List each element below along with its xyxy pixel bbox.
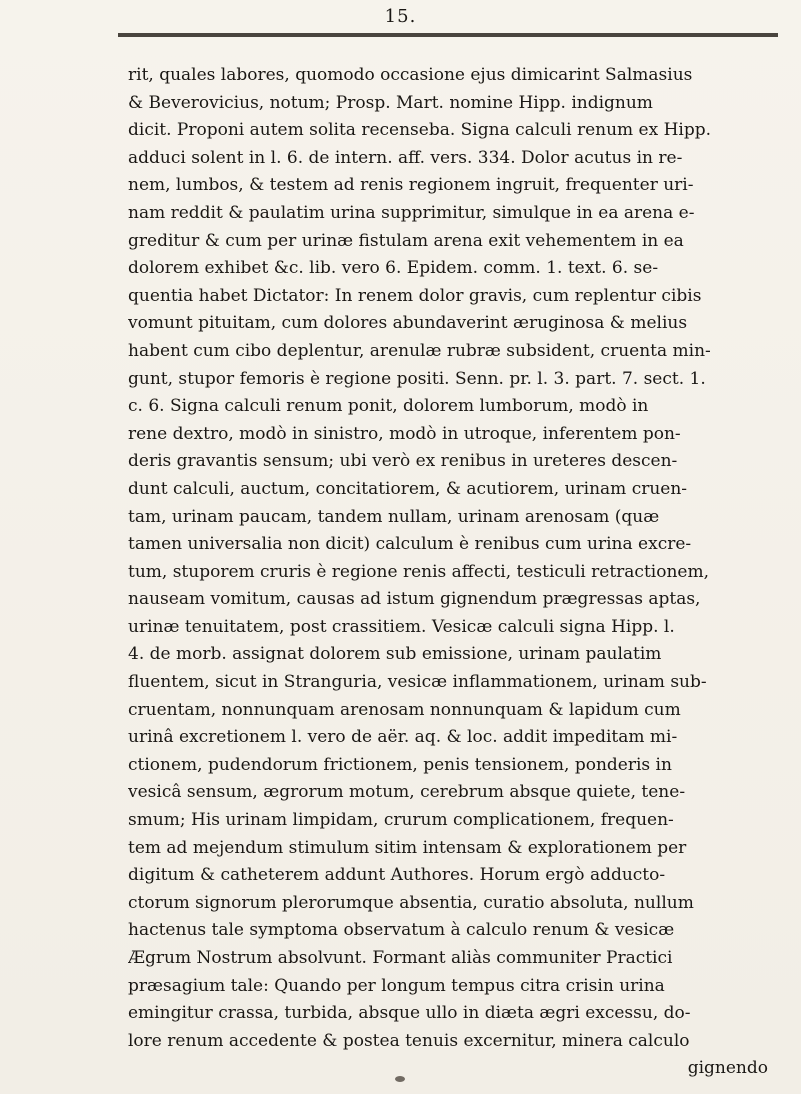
text-line: lore renum accedente & postea tenuis excernitur, minera calculo — [128, 1030, 690, 1051]
text-line: urinæ tenuitatem, post crassitiem. Vesicæ calculi signa Hipp. l. — [128, 616, 675, 637]
text-line: emingitur crassa, turbida, absque ullo in diæta ægri excessu, do- — [128, 1003, 691, 1024]
text-line: nem, lumbos, & testem ad renis regionem ingruit, frequenter uri- — [128, 175, 694, 196]
text-line: ctorum signorum plerorumque absentia, curatio absoluta, nullum — [128, 892, 694, 913]
text-line: vomunt pituitam, cum dolores abundaverint æruginosa & melius — [128, 313, 688, 334]
text-line: dunt calculi, auctum, concitatiorem, & acutiorem, urinam cruen- — [128, 478, 688, 499]
text-line: urinâ excretionem l. vero de aër. aq. & loc. addit impeditam mi- — [128, 727, 678, 748]
text-line: c. 6. Signa calculi renum ponit, dolorem lumborum, modò in — [128, 396, 649, 417]
text-line: dicit. Proponi autem solita recenseba. Signa calculi renum ex Hipp. — [128, 120, 712, 141]
ink-spot — [395, 1076, 405, 1082]
text-line: dolorem exhibet &c. lib. vero 6. Epidem. comm. 1. text. 6. se- — [128, 258, 659, 279]
text-line: gunt, stupor femoris è regione positi. Senn. pr. l. 3. part. 7. sect. 1. — [128, 368, 706, 389]
header-rule — [118, 33, 778, 37]
text-line: rene dextro, modò in sinistro, modò in utroque, inferentem pon- — [128, 423, 681, 444]
text-line: 4. de morb. assignat dolorem sub emissione, urinam paulatim — [128, 644, 662, 665]
text-line: Ægrum Nostrum absolvunt. Formant aliàs communiter Practici — [128, 948, 673, 968]
text-line: vesicâ sensum, ægrorum motum, cerebrum absque quiete, tene- — [128, 782, 686, 803]
text-line: habent cum cibo deplentur, arenulæ rubræ subsident, cruenta min- — [128, 340, 711, 361]
text-line: & Beverovicius, notum; Prosp. Mart. nomine Hipp. indignum — [128, 92, 653, 113]
text-line: tam, urinam paucam, tandem nullam, urinam arenosam (quæ — [128, 506, 660, 527]
text-line: digitum & catheterem addunt Authores. Horum ergò adducto- — [128, 865, 666, 886]
text-line: cruentam, nonnunquam arenosam nonnunquam & lapidum cum — [128, 699, 681, 720]
page-number: 15. — [384, 6, 417, 27]
text-line: deris gravantis sensum; ubi verò ex renibus in ureteres descen- — [128, 451, 678, 472]
text-line: greditur & cum per urinæ fistulam arena exit vehementem in ea — [128, 230, 684, 251]
text-line: fluentem, sicut in Stranguria, vesicæ inflammationem, urinam sub- — [128, 672, 707, 693]
catchword: gignendo — [687, 1058, 768, 1079]
text-line: quentia habet Dictator: In renem dolor gravis, cum replentur cibis — [128, 285, 702, 306]
text-line: smum; His urinam limpidam, crurum complicationem, frequen- — [128, 810, 674, 831]
text-line: rit, quales labores, quomodo occasione ejus dimicarint Salmasius — [128, 65, 693, 85]
text-line: nam reddit & paulatim urina supprimitur, simulque in ea arena e- — [128, 202, 695, 223]
text-line: ctionem, pudendorum frictionem, penis tensionem, ponderis in — [128, 754, 672, 775]
text-line: præsagium tale: Quando per longum tempus citra crisin urina — [128, 975, 665, 996]
text-line: nauseam vomitum, causas ad istum gignendum prægressas aptas, — [128, 589, 701, 610]
body-text — [128, 62, 778, 1083]
text-line: adduci solent in l. 6. de intern. aff. vers. 334. Dolor acutus in re- — [128, 147, 683, 168]
text-line: tem ad mejendum stimulum sitim intensam & explorationem per — [128, 837, 687, 858]
text-line: tum, stuporem cruris è regione renis affecti, testiculi retractionem, — [128, 561, 709, 582]
text-line: tamen universalia non dicit) calculum è renibus cum urina excre- — [128, 534, 692, 555]
text-line: hactenus tale symptoma observatum à calculo renum & vesicæ — [128, 920, 675, 941]
